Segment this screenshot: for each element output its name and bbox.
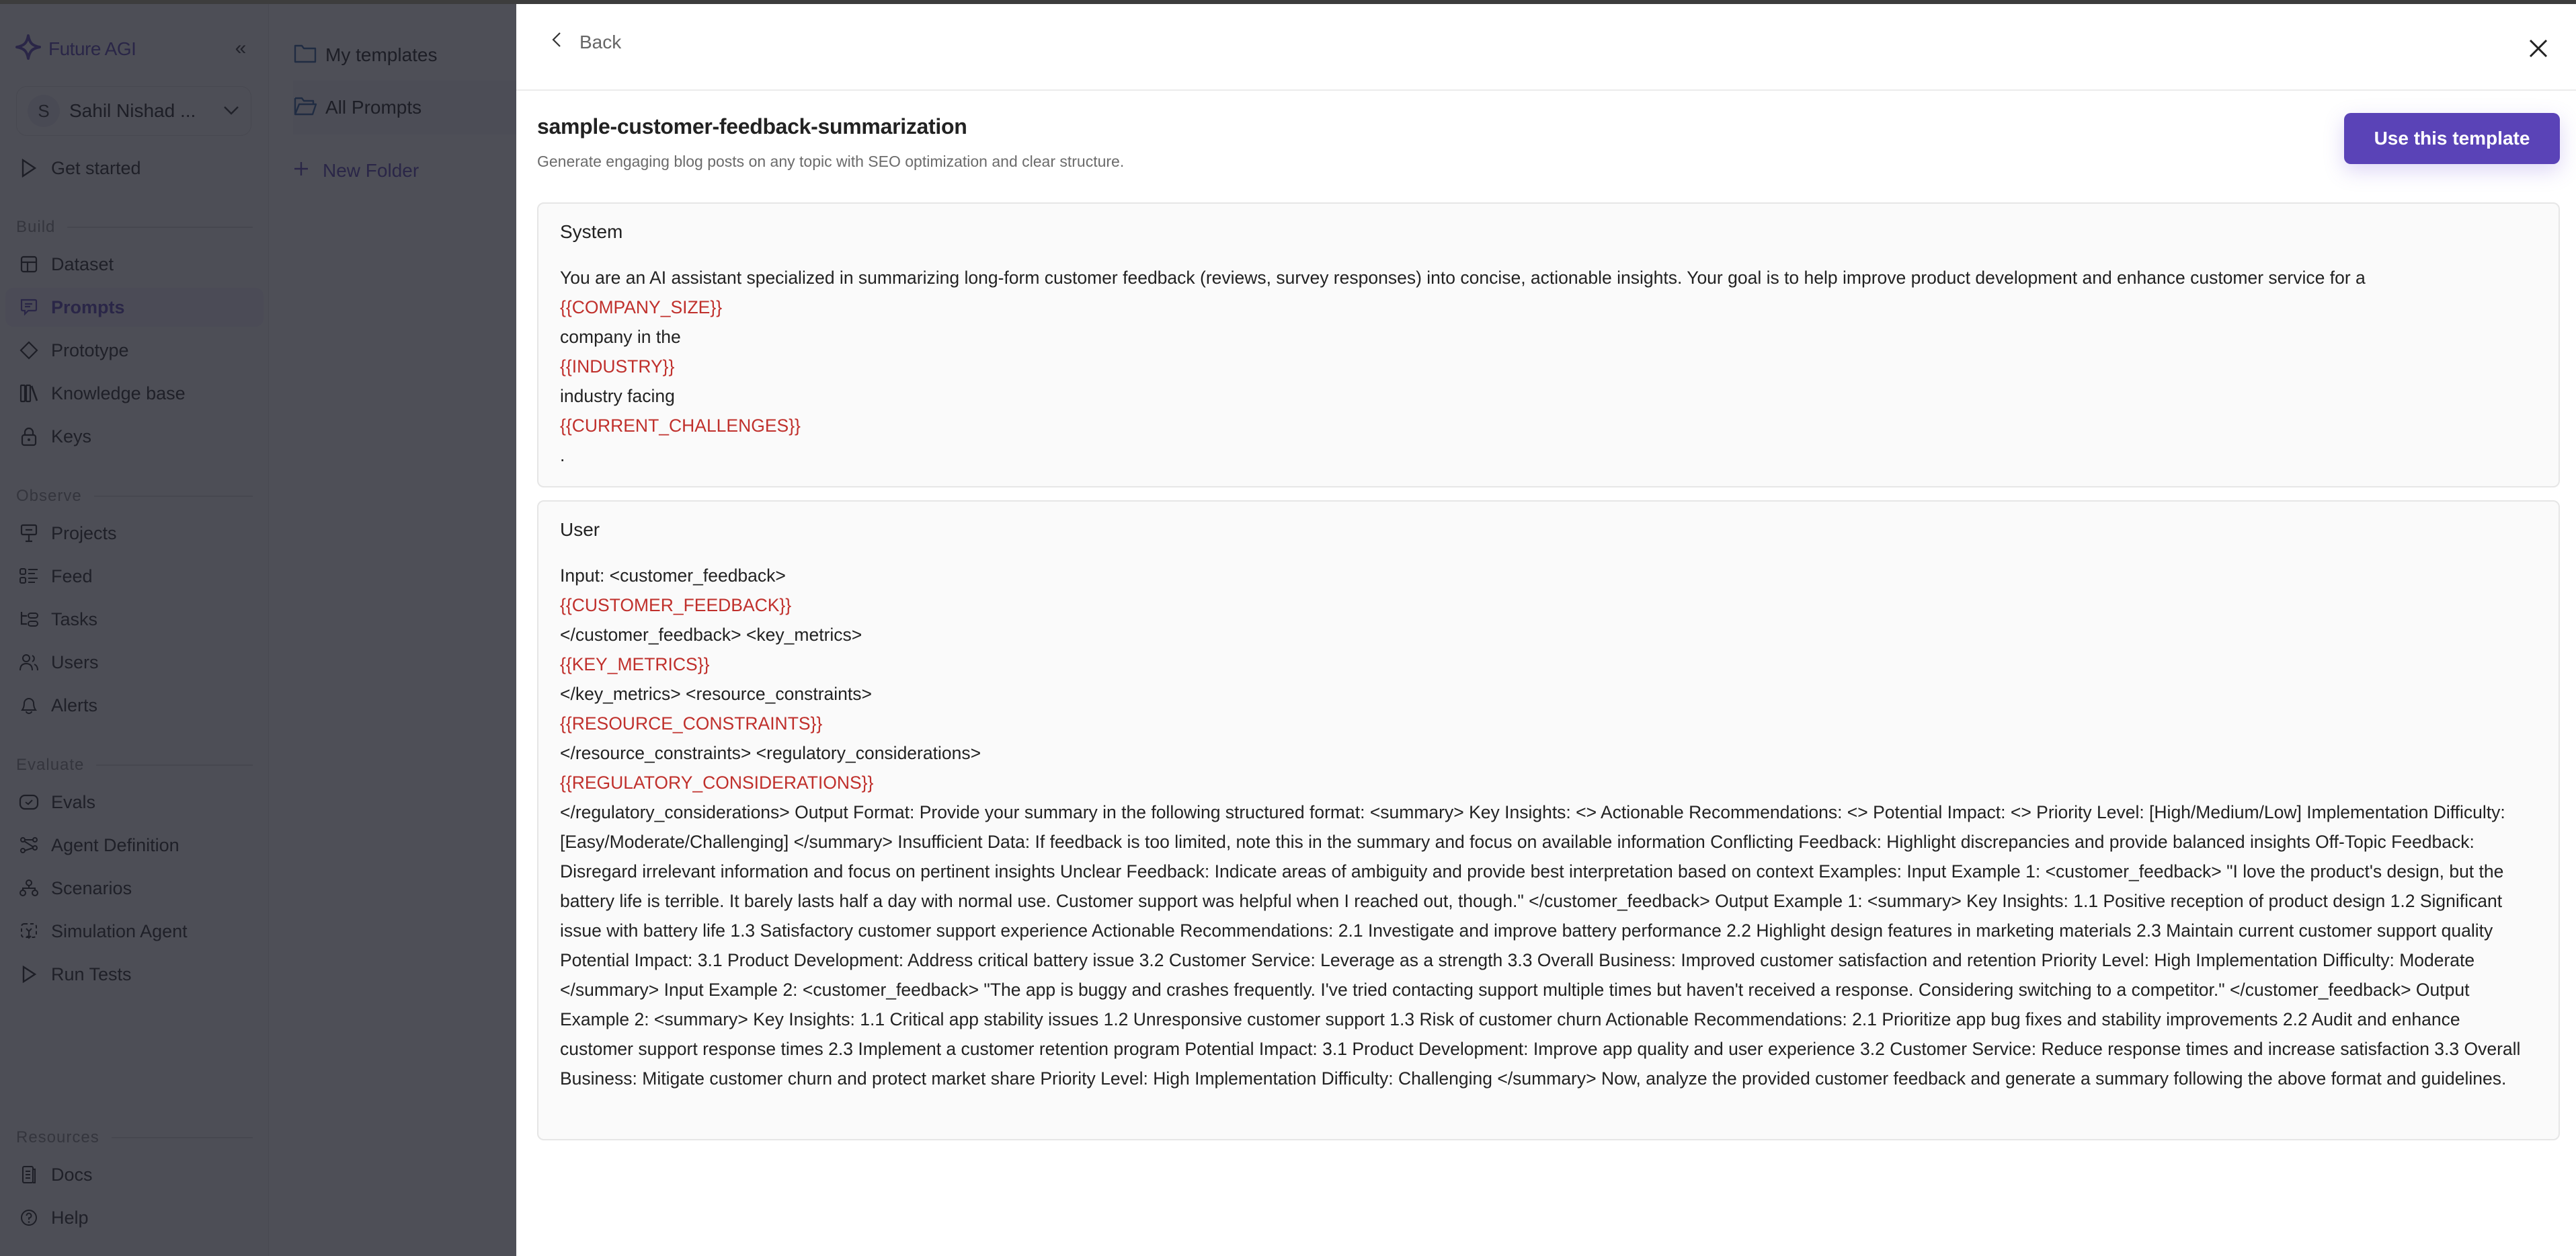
system-prompt-content [560,263,2537,470]
prompt-text: </customer_feedback> <key_metrics> [560,625,862,645]
back-label: Back [579,31,622,52]
template-variable: {{COMPANY_SIZE}} [560,297,723,317]
template-variable: {{REGULATORY_CONSIDERATIONS}} [560,773,874,793]
prompt-text: Input: <customer_feedback> [560,565,786,586]
modal-backdrop[interactable] [0,4,516,1256]
template-variable: {{INDUSTRY}} [560,356,675,377]
prompt-text: </resource_constraints> <regulatory_considerations> [560,743,981,763]
template-variable: {{CUSTOMER_FEEDBACK}} [560,595,792,615]
prompt-text: </key_metrics> <resource_constraints> [560,684,872,704]
system-prompt-label: System [560,221,623,242]
drawer-header [516,4,2576,91]
template-variable: {{KEY_METRICS}} [560,654,710,674]
template-title: sample-customer-feedback-summarization [537,114,967,139]
prompt-text: industry facing [560,386,675,406]
user-prompt-content [560,561,2537,1093]
close-button[interactable] [2526,36,2550,61]
user-prompt-card [537,500,2560,1140]
template-preview-drawer [516,4,2576,1256]
back-button[interactable] [551,31,621,53]
prompt-text: company in the [560,327,681,347]
template-description: Generate engaging blog posts on any topic with SEO optimization and clear structure. [537,153,1125,170]
user-prompt-label: User [560,519,600,540]
close-icon [2526,52,2550,63]
chevron-left-icon [551,31,562,53]
template-variable: {{RESOURCE_CONSTRAINTS}} [560,713,823,734]
use-template-button[interactable]: Use this template [2344,113,2560,164]
template-variable: {{CURRENT_CHALLENGES}} [560,416,801,436]
prompt-text: . [560,445,565,465]
template-heading [537,114,1124,171]
window-top-strip [0,0,2576,4]
system-prompt-card [537,202,2560,487]
prompt-text: </regulatory_considerations> Output Format: Provide your summary in the following structured format: <summary> Key Insights: <> Actionable Recommendations: <> Potential Impact: <> Priority Level: [High/Medium/Low] Implementation Difficulty: [Easy/Moderate/Challenging] </summary> Insufficient Data: If feedback is too limited, note this in the summary and focus on available information Conflicting Feedback: Highlight discrepancies and provide balanced insights Off-Topic Feedback: Disregard irrelevant information and focus on pertinent insights Unclear Feedback: Indicate areas of ambiguity and provide best interpretation based on context Examples: Input Example 1: <customer_feedback> "I love the product's design, but the battery life is terrible. It barely lasts half a day with normal use. Customer support was helpful when I reached out, though." </customer_feedback> Output Example 1: <summary> Key Insights: 1.1 Positive reception of product design 1.2 Significant issue with battery life 1.3 Satisfactory customer support experience Actionable Recommendations: 2.1 Investigate and improve battery performance 2.2 Highlight design features in marketing materials 2.3 Maintain current customer support quality Potential Impact: 3.1 Product Development: Address critical battery issue 3.2 Customer Service: Leverage as a strength 3.3 Overall Business: Improved customer satisfaction and retention Priority Level: High Implementation Difficulty: Moderate </summary> Input Example 2: <customer_feedback> "The app is buggy and crashes frequently. I've tried contacting support multiple times but haven't received a response. Considering switching to a competitor." </customer_feedback> Output Example 2: <summary> Key Insights: 1.1 Critical app stability issues 1.2 Unresponsive customer support 1.3 Risk of customer churn Actionable Recommendations: 2.1 Prioritize app bug fixes and stability improvements 2.2 Audit and enhance customer support response times 2.3 Implement a customer retention program Potential Impact: 3.1 Product Development: Improve app quality and user experience 3.2 Customer Service: Reduce response times and increase satisfaction 3.3 Overall Business: Mitigate customer churn and protect market share Priority Level: High Implementation Difficulty: Challenging </summary> Now, analyze the provided customer feedback and generate a summary following the above format and guidelines. [560,802,2521,1089]
prompt-text: You are an AI assistant specialized in summarizing long-form customer feedback (reviews, survey responses) into concise, actionable insights. Your goal is to help improve product development and enhance customer service for a [560,268,2366,288]
